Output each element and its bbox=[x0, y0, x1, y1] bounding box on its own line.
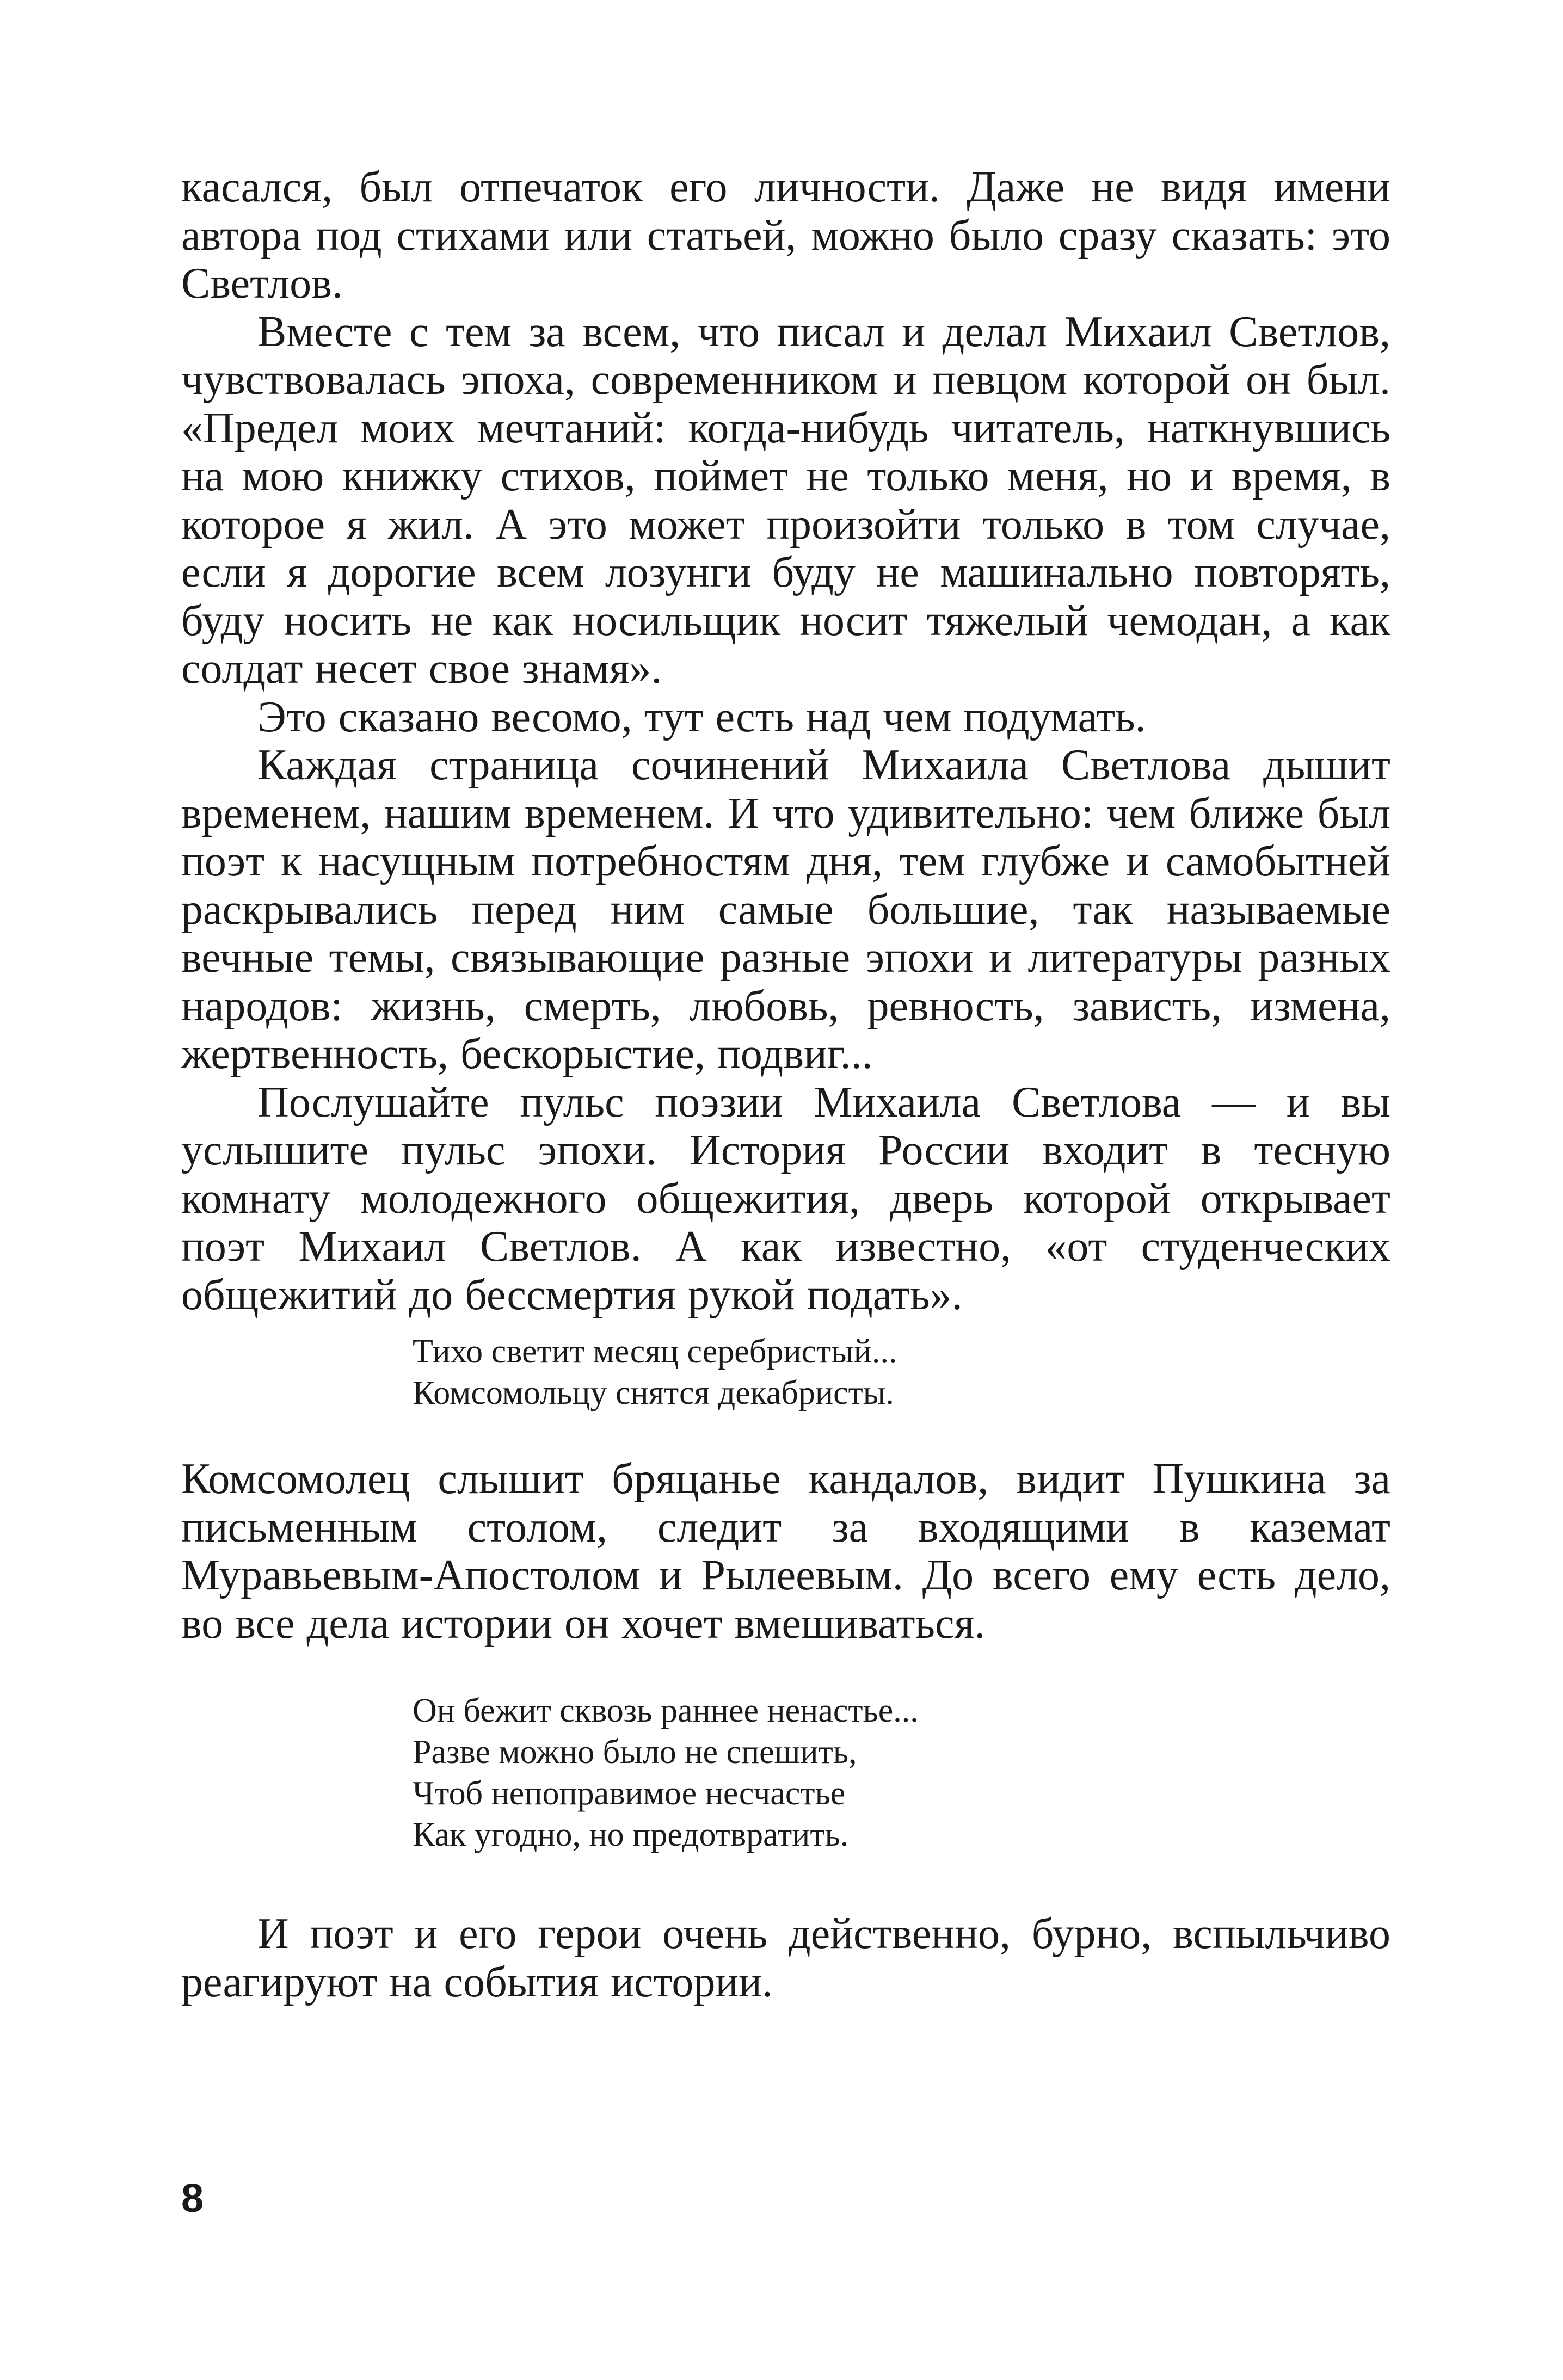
paragraph-2: Вместе с тем за всем, что писал и делал Михаил Светлов, чувствовалась эпоха, современником и певцом которой он был. «Предел моих мечтаний: когда-нибудь читатель, наткнувшись на мою книжку стихов, поймет не только меня, но и время, в которое я жил. А это может произойти только в том случае, если я дорогие всем лозунги буду не машинально повторять, буду носить не как носильщик носит тяжелый чемодан, а как солдат несет свое знамя». bbox=[181, 307, 1390, 693]
verse-line: Разве можно было не спешить, bbox=[413, 1734, 857, 1771]
paragraph-5: Послушайте пульс поэзии Михаила Светлова — и вы услышите пульс эпохи. История России входит в тесную комнату молодежного общежития, дверь которой открывает поэт Михаил Светлов. А как известно, «от студенческих общежитий до бессмертия рукой подать». bbox=[181, 1078, 1390, 1319]
verse-line: Чтоб непоправимое несчастье bbox=[413, 1775, 846, 1812]
paragraph-6: Комсомолец слышит бряцанье кандалов, видит Пушкина за письменным столом, следит за входящими в каземат Муравьевым-Апостолом и Рылеевым. До всего ему есть дело, во все дела истории он хочет вмешиваться. bbox=[181, 1455, 1390, 1648]
page-number: 8 bbox=[181, 2175, 204, 2221]
verse-line: Он бежит сквозь раннее ненастье... bbox=[413, 1692, 919, 1729]
body-text bbox=[181, 163, 1390, 2006]
verse-line: Как угодно, но предотвратить. bbox=[413, 1816, 849, 1853]
paragraph-1: касался, был отпечаток его личности. Даже не видя имени автора под стихами или статьей, можно было сразу сказать: это Светлов. bbox=[181, 163, 1390, 307]
paragraph-4: Каждая страница сочинений Михаила Светлова дышит временем, нашим временем. И что удивительно: чем ближе был поэт к насущным потребностям дня, тем глубже и самобытней раскрывались перед ним самые большие, так называемые вечные темы, связывающие разные эпохи и литературы разных народов: жизнь, смерть, любовь, ревность, зависть, измена, жертвенность, бескорыстие, подвиг... bbox=[181, 741, 1390, 1078]
verse-quote-2 bbox=[413, 1690, 1390, 1855]
verse-line: Тихо светит месяц серебристый... bbox=[413, 1333, 897, 1370]
paragraph-3: Это сказано весомо, тут есть над чем подумать. bbox=[257, 693, 1146, 741]
paragraph-7: И поэт и его герои очень действенно, бурно, вспыльчиво реагируют на события истории. bbox=[181, 1910, 1390, 2006]
verse-line: Комсомольцу снятся декабристы. bbox=[413, 1374, 894, 1411]
verse-quote-1 bbox=[413, 1331, 1390, 1414]
